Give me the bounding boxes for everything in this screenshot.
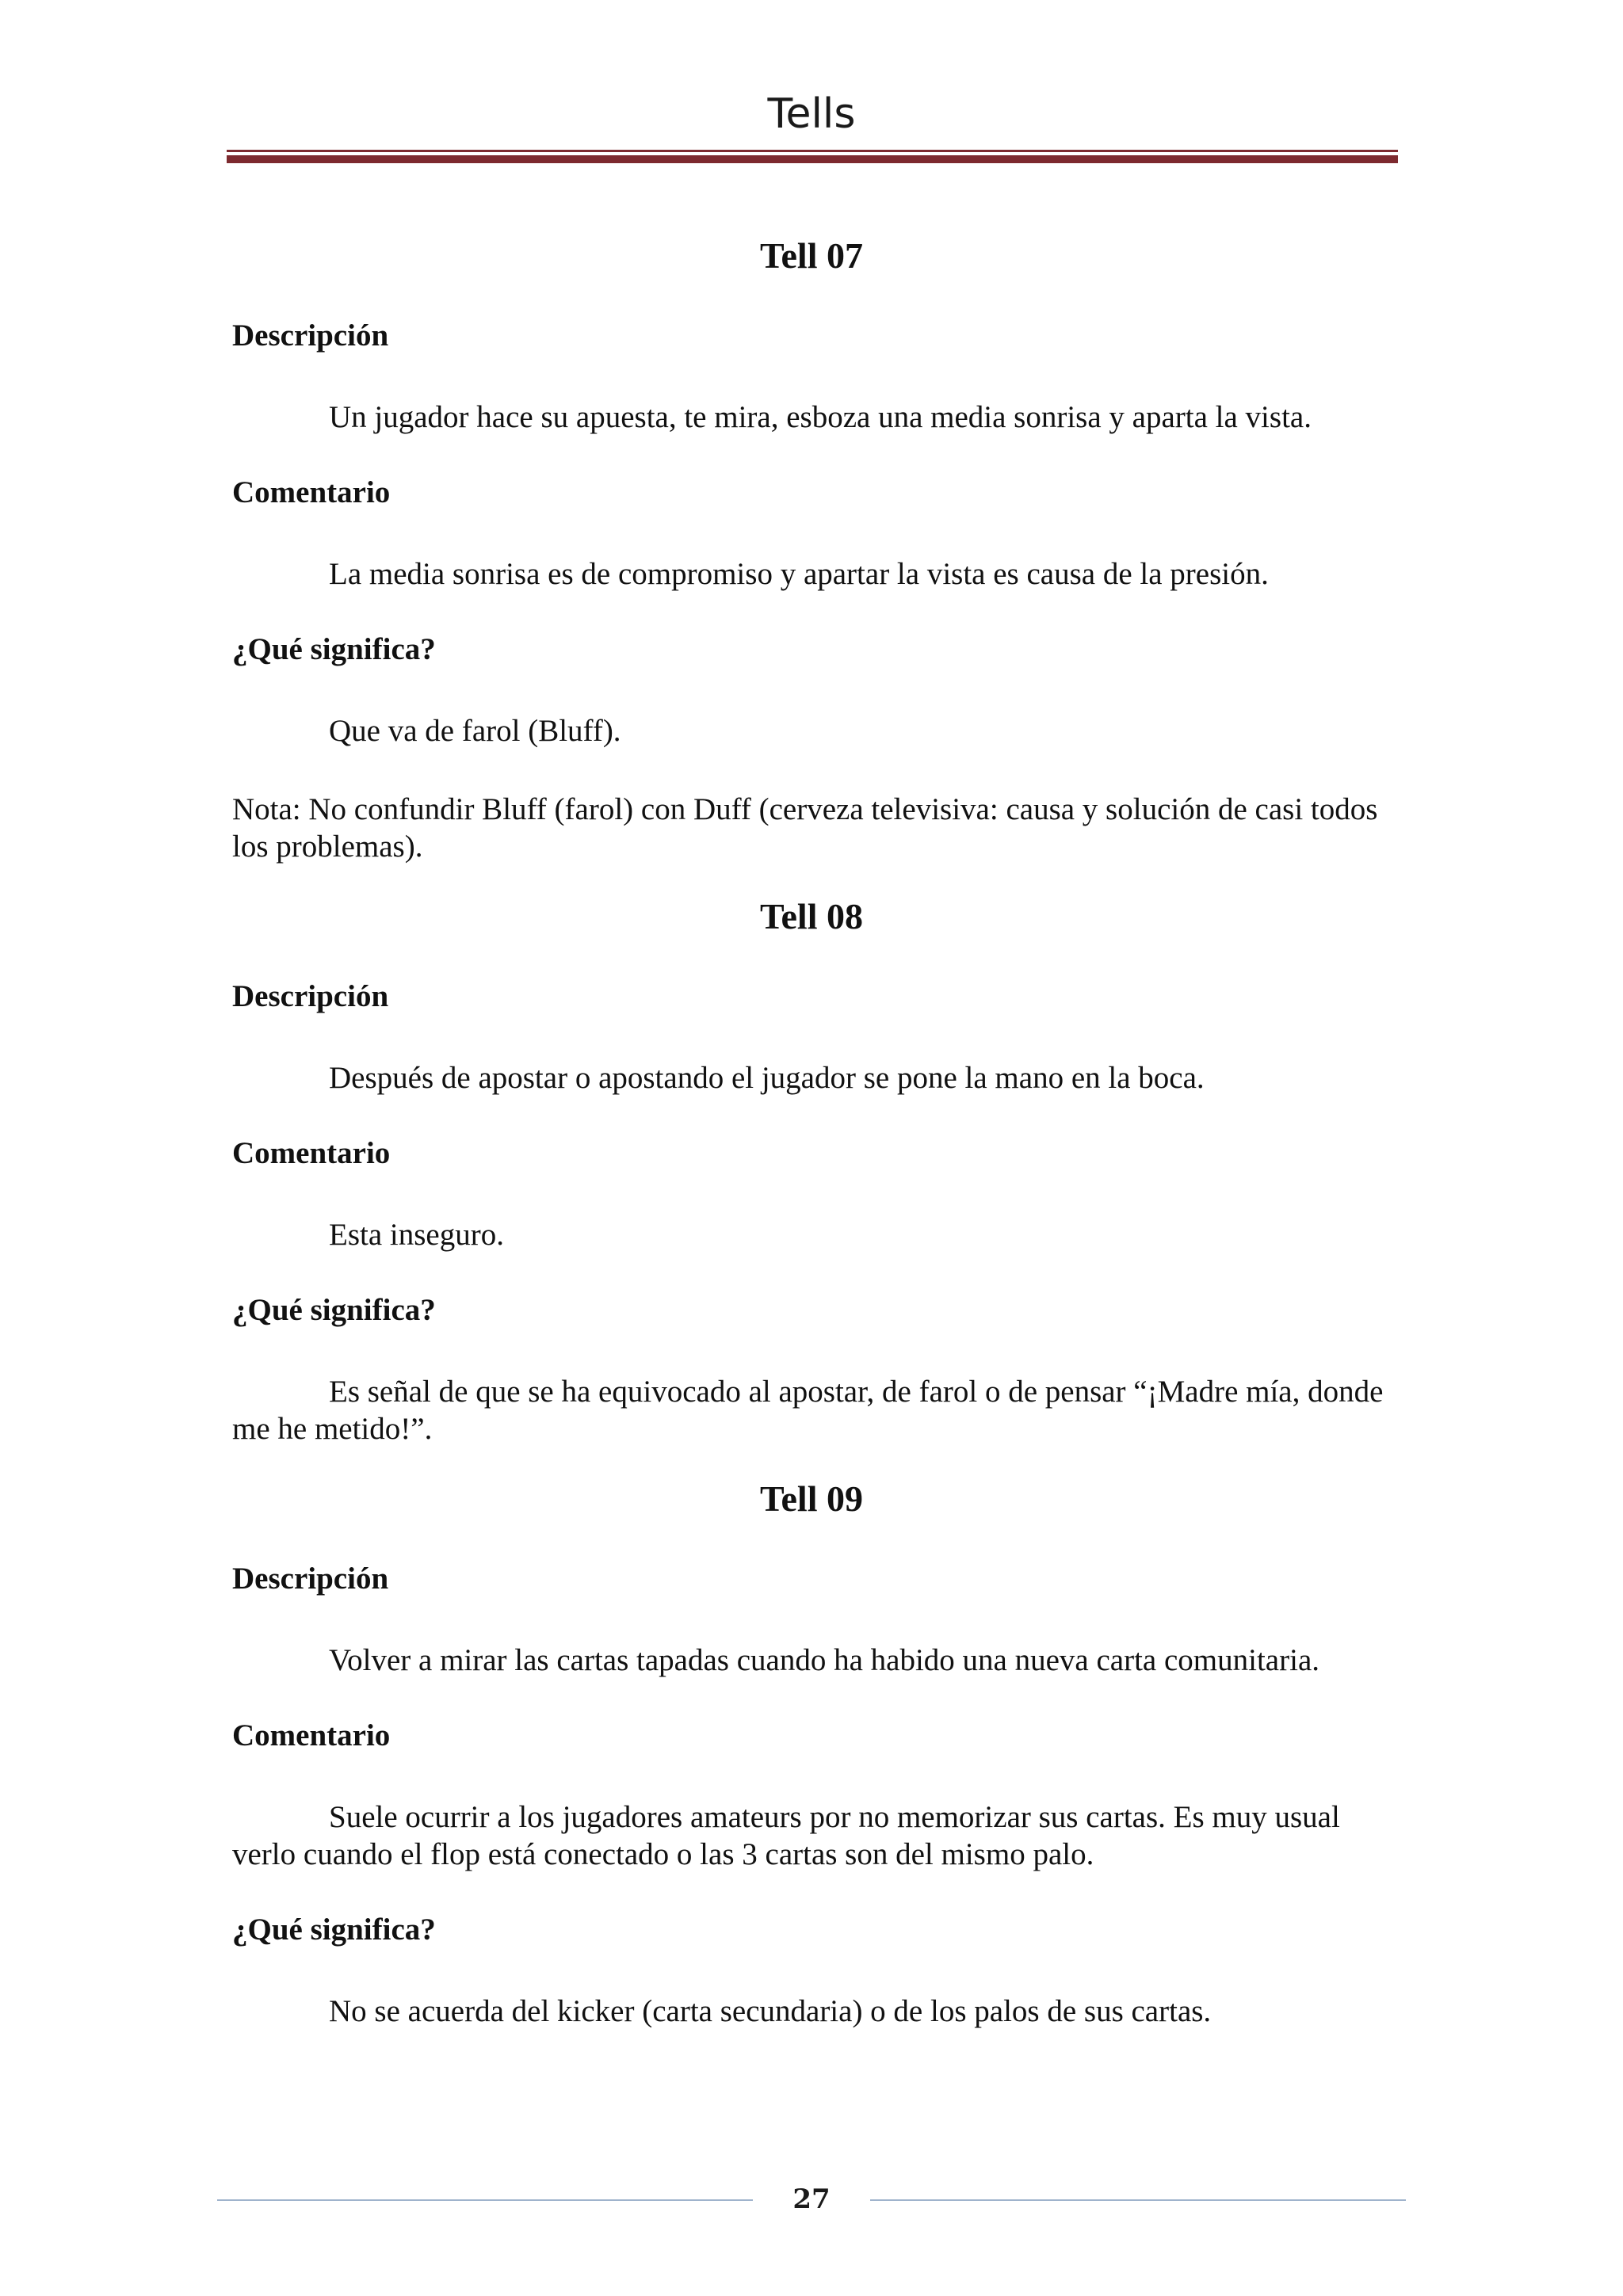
- descripcion-label: Descripción: [232, 318, 389, 353]
- descripcion-text: Después de apostar o apostando el jugador se pone la mano en la boca.: [329, 1061, 1205, 1095]
- comentario-label: Comentario: [232, 1718, 391, 1753]
- header-rule-thin: [227, 150, 1398, 152]
- tell-title: Tell 08: [760, 896, 863, 936]
- header-rule-thick: [227, 155, 1398, 163]
- tell-section: [232, 1478, 1391, 2030]
- significa-text: No se acuerda del kicker (carta secundaria) o de los palos de sus cartas.: [329, 1994, 1212, 2028]
- nota-text: Nota: No confundir Bluff (farol) con Duff (cerveza televisiva: causa y solución de casi todos los problemas).: [232, 792, 1378, 864]
- tell-section: [232, 898, 1391, 1447]
- descripcion-label: Descripción: [232, 979, 389, 1013]
- tell-title: Tell 09: [760, 1478, 863, 1519]
- footer-rule-right: [870, 2199, 1406, 2201]
- comentario-text: La media sonrisa es de compromiso y apartar la vista es causa de la presión.: [329, 557, 1269, 591]
- page-body: [232, 235, 1391, 2030]
- tell-title: Tell 07: [760, 235, 863, 276]
- significa-text: Que va de farol (Bluff).: [329, 714, 621, 748]
- descripcion-text: Volver a mirar las cartas tapadas cuando ha habido una nueva carta comunitaria.: [329, 1643, 1319, 1677]
- comentario-text: Esta inseguro.: [329, 1218, 504, 1252]
- significa-text: Es señal de que se ha equivocado al apostar, de farol o de pensar “¡Madre mía, donde me he metido!”.: [232, 1375, 1384, 1446]
- comentario-label: Comentario: [232, 475, 391, 509]
- descripcion-label: Descripción: [232, 1562, 389, 1596]
- tell-section: [232, 235, 1391, 865]
- comentario-text: Suele ocurrir a los jugadores amateurs por no memorizar sus cartas. Es muy usual verlo cuando el flop está conectado o las 3 cartas son del mismo palo.: [232, 1800, 1340, 1871]
- significa-label: ¿Qué significa?: [232, 1913, 436, 1947]
- page-header-title: Tells: [767, 90, 856, 138]
- descripcion-text: Un jugador hace su apuesta, te mira, esboza una media sonrisa y aparta la vista.: [329, 400, 1312, 434]
- comentario-label: Comentario: [232, 1136, 391, 1170]
- significa-label: ¿Qué significa?: [232, 1293, 436, 1327]
- page-number: 27: [792, 2183, 831, 2215]
- significa-label: ¿Qué significa?: [232, 632, 436, 666]
